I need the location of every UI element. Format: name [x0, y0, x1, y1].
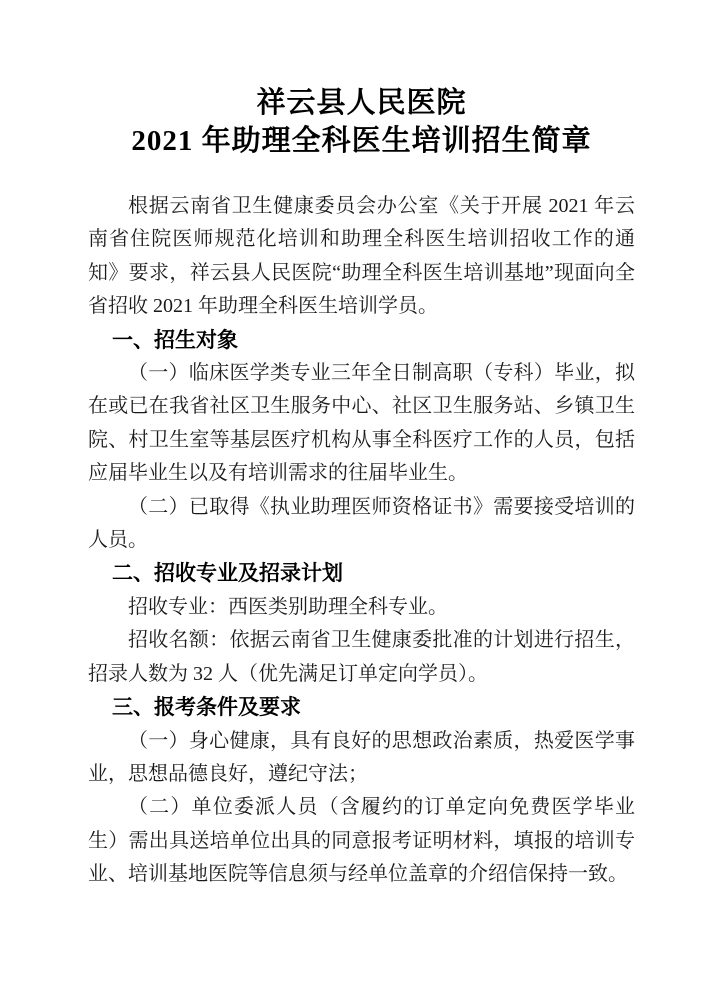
section-3-paragraph-1: （一）身心健康，具有良好的思想政治素质，热爱医学事业，思想品德良好，遵纪守法； [88, 729, 635, 785]
title-line-2: 2021 年助理全科医生培训招生简章 [131, 125, 592, 157]
section-1-paragraph-1: （一）临床医学类专业三年全日制高职（专科）毕业，拟在或已在我省社区卫生服务中心、社区卫生服务站、乡镇卫生院、村卫生室等基层医疗机构从事全科医疗工作的人员，包括应届毕业生以及有培训需求的往届毕业生。 [88, 362, 635, 485]
section-2-paragraph-2: 招收名额：依据云南省卫生健康委批准的计划进行招生，招录人数为 32 人（优先满足订单定向学员）。 [88, 629, 635, 685]
section-heading-application-requirements: 三、报考条件及要求 [112, 696, 301, 720]
intro-paragraph: 根据云南省卫生健康委员会办公室《关于开展 2021 年云南省住院医师规范化培训和助理全科医生培训招收工作的通知》要求，祥云县人民医院“助理全科医生培训基地”现面向全省招收 2021 年助理全科医生培训学员。 [88, 195, 635, 318]
document-body [88, 190, 635, 892]
section-2-paragraph-1: 招收专业：西医类别助理全科专业。 [128, 595, 448, 618]
section-3-paragraph-2: （二）单位委派人员（含履约的订单定向免费医学毕业生）需出具送培单位出具的同意报考证明材料，填报的培训专业、培训基地医院等信息须与经单位盖章的介绍信保持一致。 [88, 796, 635, 886]
title-line-1: 祥云县人民医院 [256, 87, 467, 119]
section-1-paragraph-2: （二）已取得《执业助理医师资格证书》需要接受培训的人员。 [88, 495, 635, 552]
section-heading-enrollment-targets: 一、招生对象 [112, 328, 238, 352]
document-title [88, 84, 635, 160]
section-heading-majors-and-quota: 二、招收专业及招录计划 [112, 562, 343, 586]
